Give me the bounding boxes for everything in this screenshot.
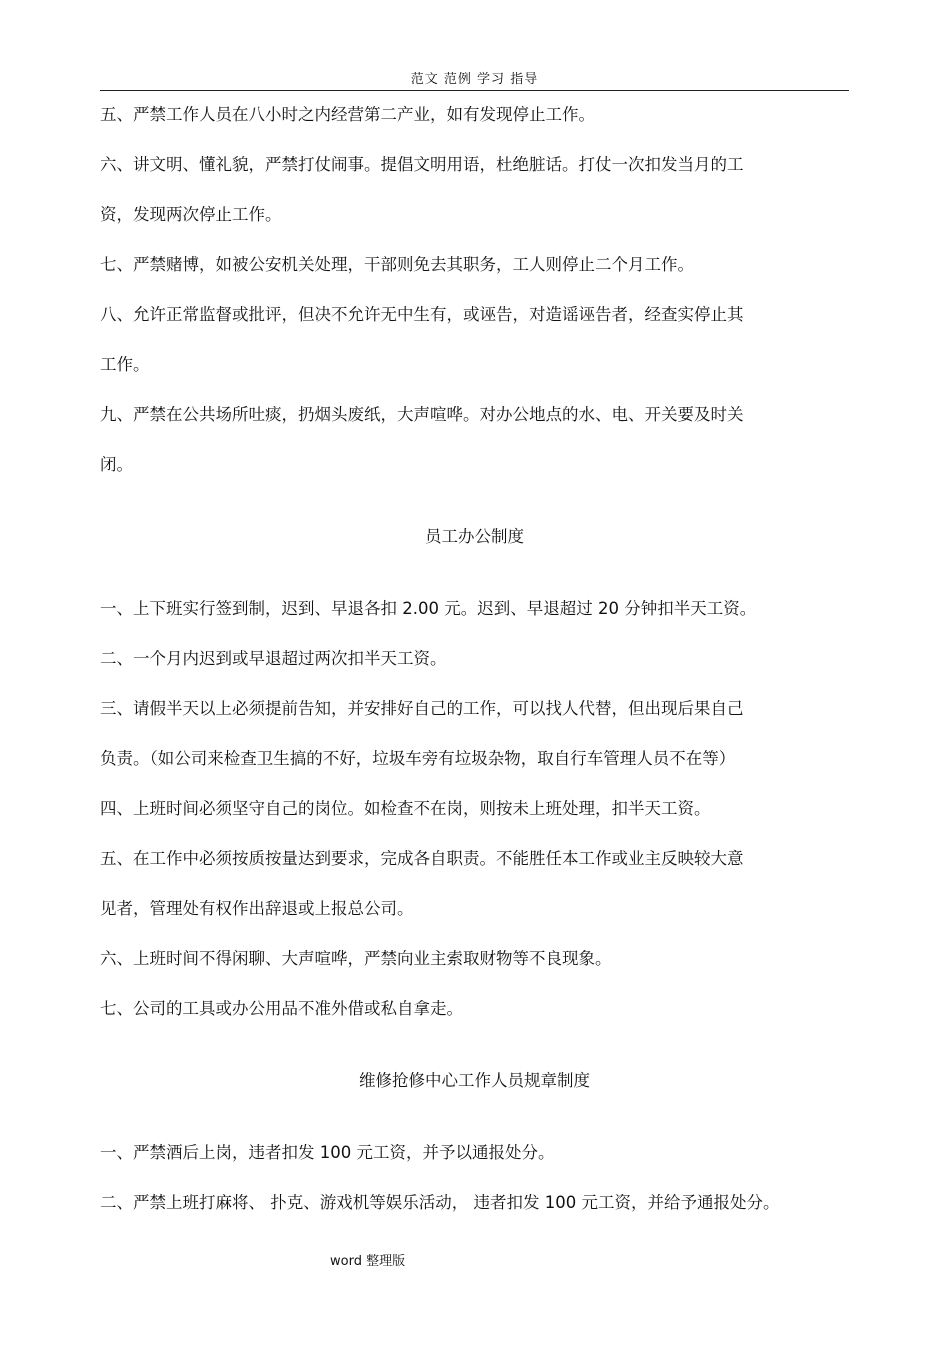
section1-line-8: 八、允许正常监督或批评，但决不允许无中生有，或诬告，对造谣诬告者，经查实停止其 [100,305,744,324]
section2-line-5: 五、在工作中必须按质按量达到要求，完成各自职责。不能胜任本工作或业主反映较大意 [100,849,744,868]
section2-line-4: 四、上班时间必须坚守自己的岗位。如检查不在岗，则按未上班处理，扣半天工资。 [100,799,711,818]
page-footer: word 整理版 [330,1254,406,1269]
section2-line-3: 三、请假半天以上必须提前告知，并安排好自己的工作，可以找人代替，但出现后果自己 [100,699,744,718]
section2-line-3-cont: 负责。（如公司来检查卫生搞的不好，垃圾车旁有垃圾杂物，取自行车管理人员不在等） [100,749,736,768]
section3-line-2: 二、严禁上班打麻将、 扑克、游戏机等娱乐活动， 违者扣发 100 元工资，并给予通报处分。 [100,1193,780,1212]
section3-title: 维修抢修中心工作人员规章制度 [359,1071,590,1090]
section2-line-7: 七、公司的工具或办公用品不准外借或私自拿走。 [100,999,463,1018]
section1-line-8-cont: 工作。 [100,355,150,374]
section2-line-2: 二、一个月内迟到或早退超过两次扣半天工资。 [100,649,447,668]
section3-line-1: 一、严禁酒后上岗，违者扣发 100 元工资，并予以通报处分。 [100,1143,555,1162]
section1-line-5: 五、严禁工作人员在八小时之内经营第二产业，如有发现停止工作。 [100,105,595,124]
section1-line-7: 七、严禁赌博，如被公安机关处理，干部则免去其职务，工人则停止二个月工作。 [100,255,694,274]
page-header: 范文 范例 学习 指导 [410,72,539,87]
section1-line-9-cont: 闭。 [100,455,133,474]
section2-line-5-cont: 见者，管理处有权作出辞退或上报总公司。 [100,899,414,918]
section2-line-1: 一、上下班实行签到制，迟到、早退各扣 2.00 元。迟到、早退超过 20 分钟扣半天工资。 [100,599,757,618]
section1-line-6-cont: 资，发现两次停止工作。 [100,205,282,224]
section1-line-6: 六、讲文明、懂礼貌，严禁打仗闹事。提倡文明用语，杜绝脏话。打仗一次扣发当月的工 [100,155,744,174]
header-rule [100,90,849,91]
section2-title: 员工办公制度 [425,527,524,546]
section1-line-9: 九、严禁在公共场所吐痰，扔烟头废纸，大声喧哗。对办公地点的水、电、开关要及时关 [100,405,744,424]
section2-line-6: 六、上班时间不得闲聊、大声喧哗，严禁向业主索取财物等不良现象。 [100,949,612,968]
